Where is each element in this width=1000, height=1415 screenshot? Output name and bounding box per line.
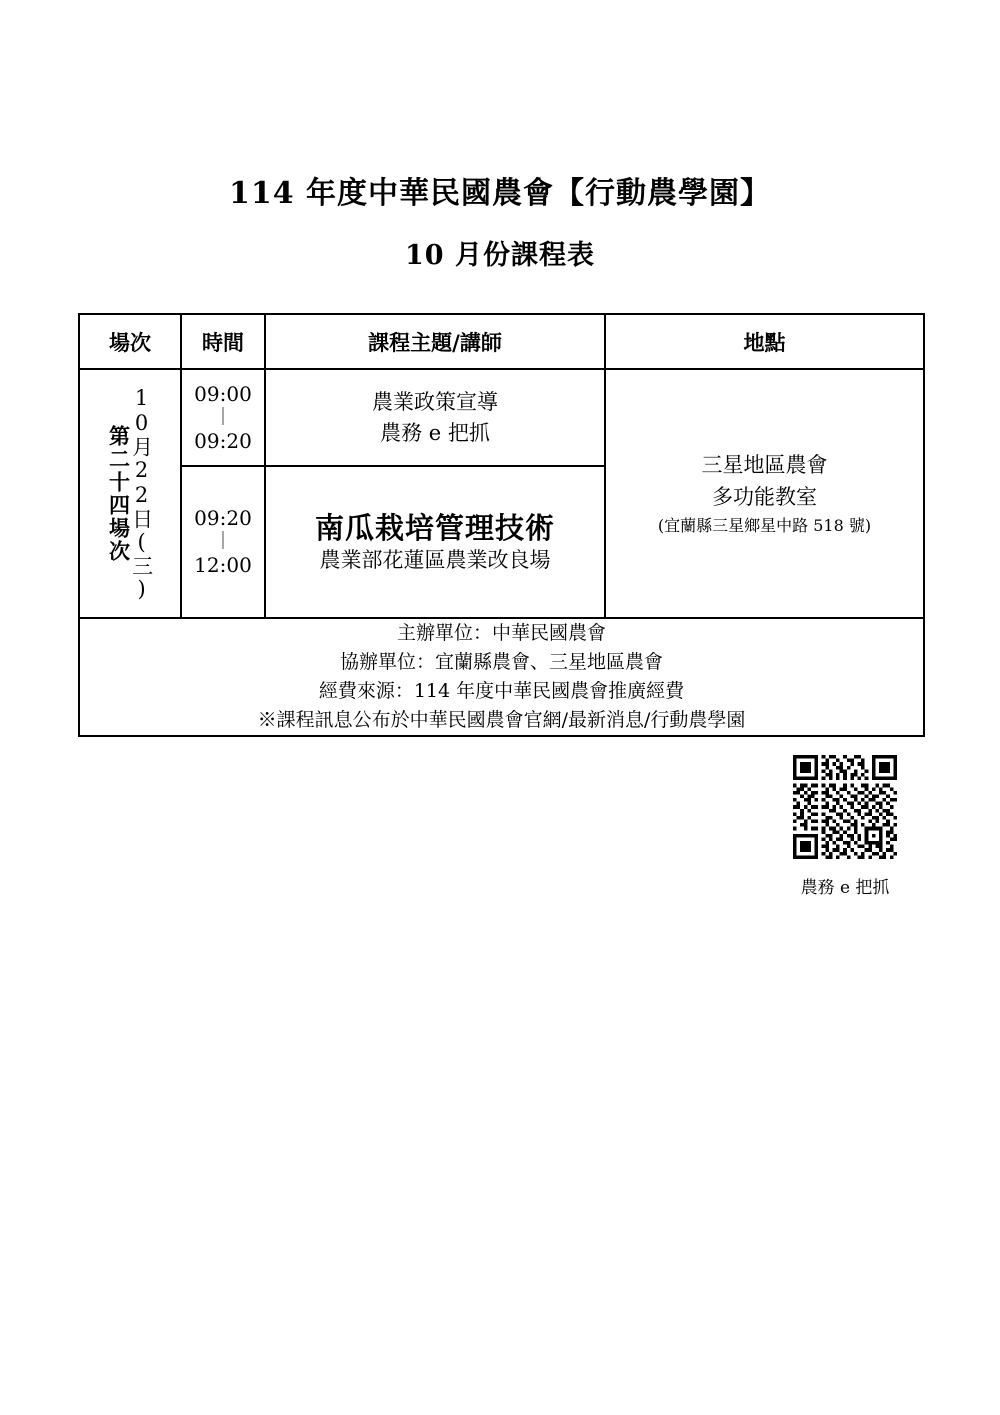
qr-code-icon bbox=[793, 755, 897, 859]
place-line-2: 多功能教室 bbox=[712, 485, 817, 510]
session-number-cell bbox=[79, 369, 181, 618]
time-separator-1: ｜ bbox=[214, 406, 232, 428]
notes-cell bbox=[79, 618, 924, 736]
time-cell-2 bbox=[181, 466, 265, 618]
time-end-1: 09:20 bbox=[194, 428, 252, 453]
note-coorganizer: 協辦單位：宜蘭縣農會、三星地區農會 bbox=[339, 650, 663, 673]
place-line-1: 三星地區農會 bbox=[701, 452, 828, 477]
table-row bbox=[79, 369, 924, 466]
place-address: (宜蘭縣三星鄉星中路 518 號) bbox=[657, 515, 872, 535]
table-header-row bbox=[79, 314, 924, 369]
session-number-label: 第二十四場次 bbox=[106, 424, 132, 563]
place-cell bbox=[605, 369, 924, 618]
qr-code-caption: 農務 e 把抓 bbox=[800, 878, 890, 898]
time-cell-1 bbox=[181, 369, 265, 466]
topic-line-1: 農業政策宣導 bbox=[372, 390, 498, 415]
column-header-topic: 課程主題/講師 bbox=[265, 314, 605, 369]
note-announcement: ※課程訊息公布於中華民國農會官網/最新消息/行動農學園 bbox=[257, 708, 746, 731]
page-title-sub: 10 月份課程表 bbox=[405, 240, 595, 271]
time-end-2: 12:00 bbox=[194, 553, 252, 577]
topic-cell-1 bbox=[265, 369, 605, 466]
qr-code-block bbox=[793, 755, 897, 898]
column-header-time: 時間 bbox=[181, 314, 265, 369]
course-schedule-table bbox=[78, 313, 925, 737]
topic-line-2: 農務 e 把抓 bbox=[380, 420, 490, 445]
session-date-label: 10月22日(三) bbox=[129, 385, 154, 602]
time-separator-2: ｜ bbox=[214, 531, 232, 552]
time-start-2: 09:20 bbox=[194, 506, 252, 530]
time-start-1: 09:00 bbox=[194, 381, 252, 406]
topic-main-title: 南瓜栽培管理技術 bbox=[314, 510, 555, 545]
topic-cell-2 bbox=[265, 466, 605, 618]
topic-instructor: 農業部花蓮區農業改良場 bbox=[319, 548, 551, 573]
table-notes-row bbox=[79, 618, 924, 736]
column-header-session: 場次 bbox=[79, 314, 181, 369]
page-title-main: 114 年度中華民國農會【行動農學園】 bbox=[228, 176, 772, 211]
note-funding: 經費來源：114 年度中華民國農會推廣經費 bbox=[318, 679, 685, 702]
column-header-place: 地點 bbox=[605, 314, 924, 369]
note-organizer: 主辦單位：中華民國農會 bbox=[396, 622, 606, 644]
